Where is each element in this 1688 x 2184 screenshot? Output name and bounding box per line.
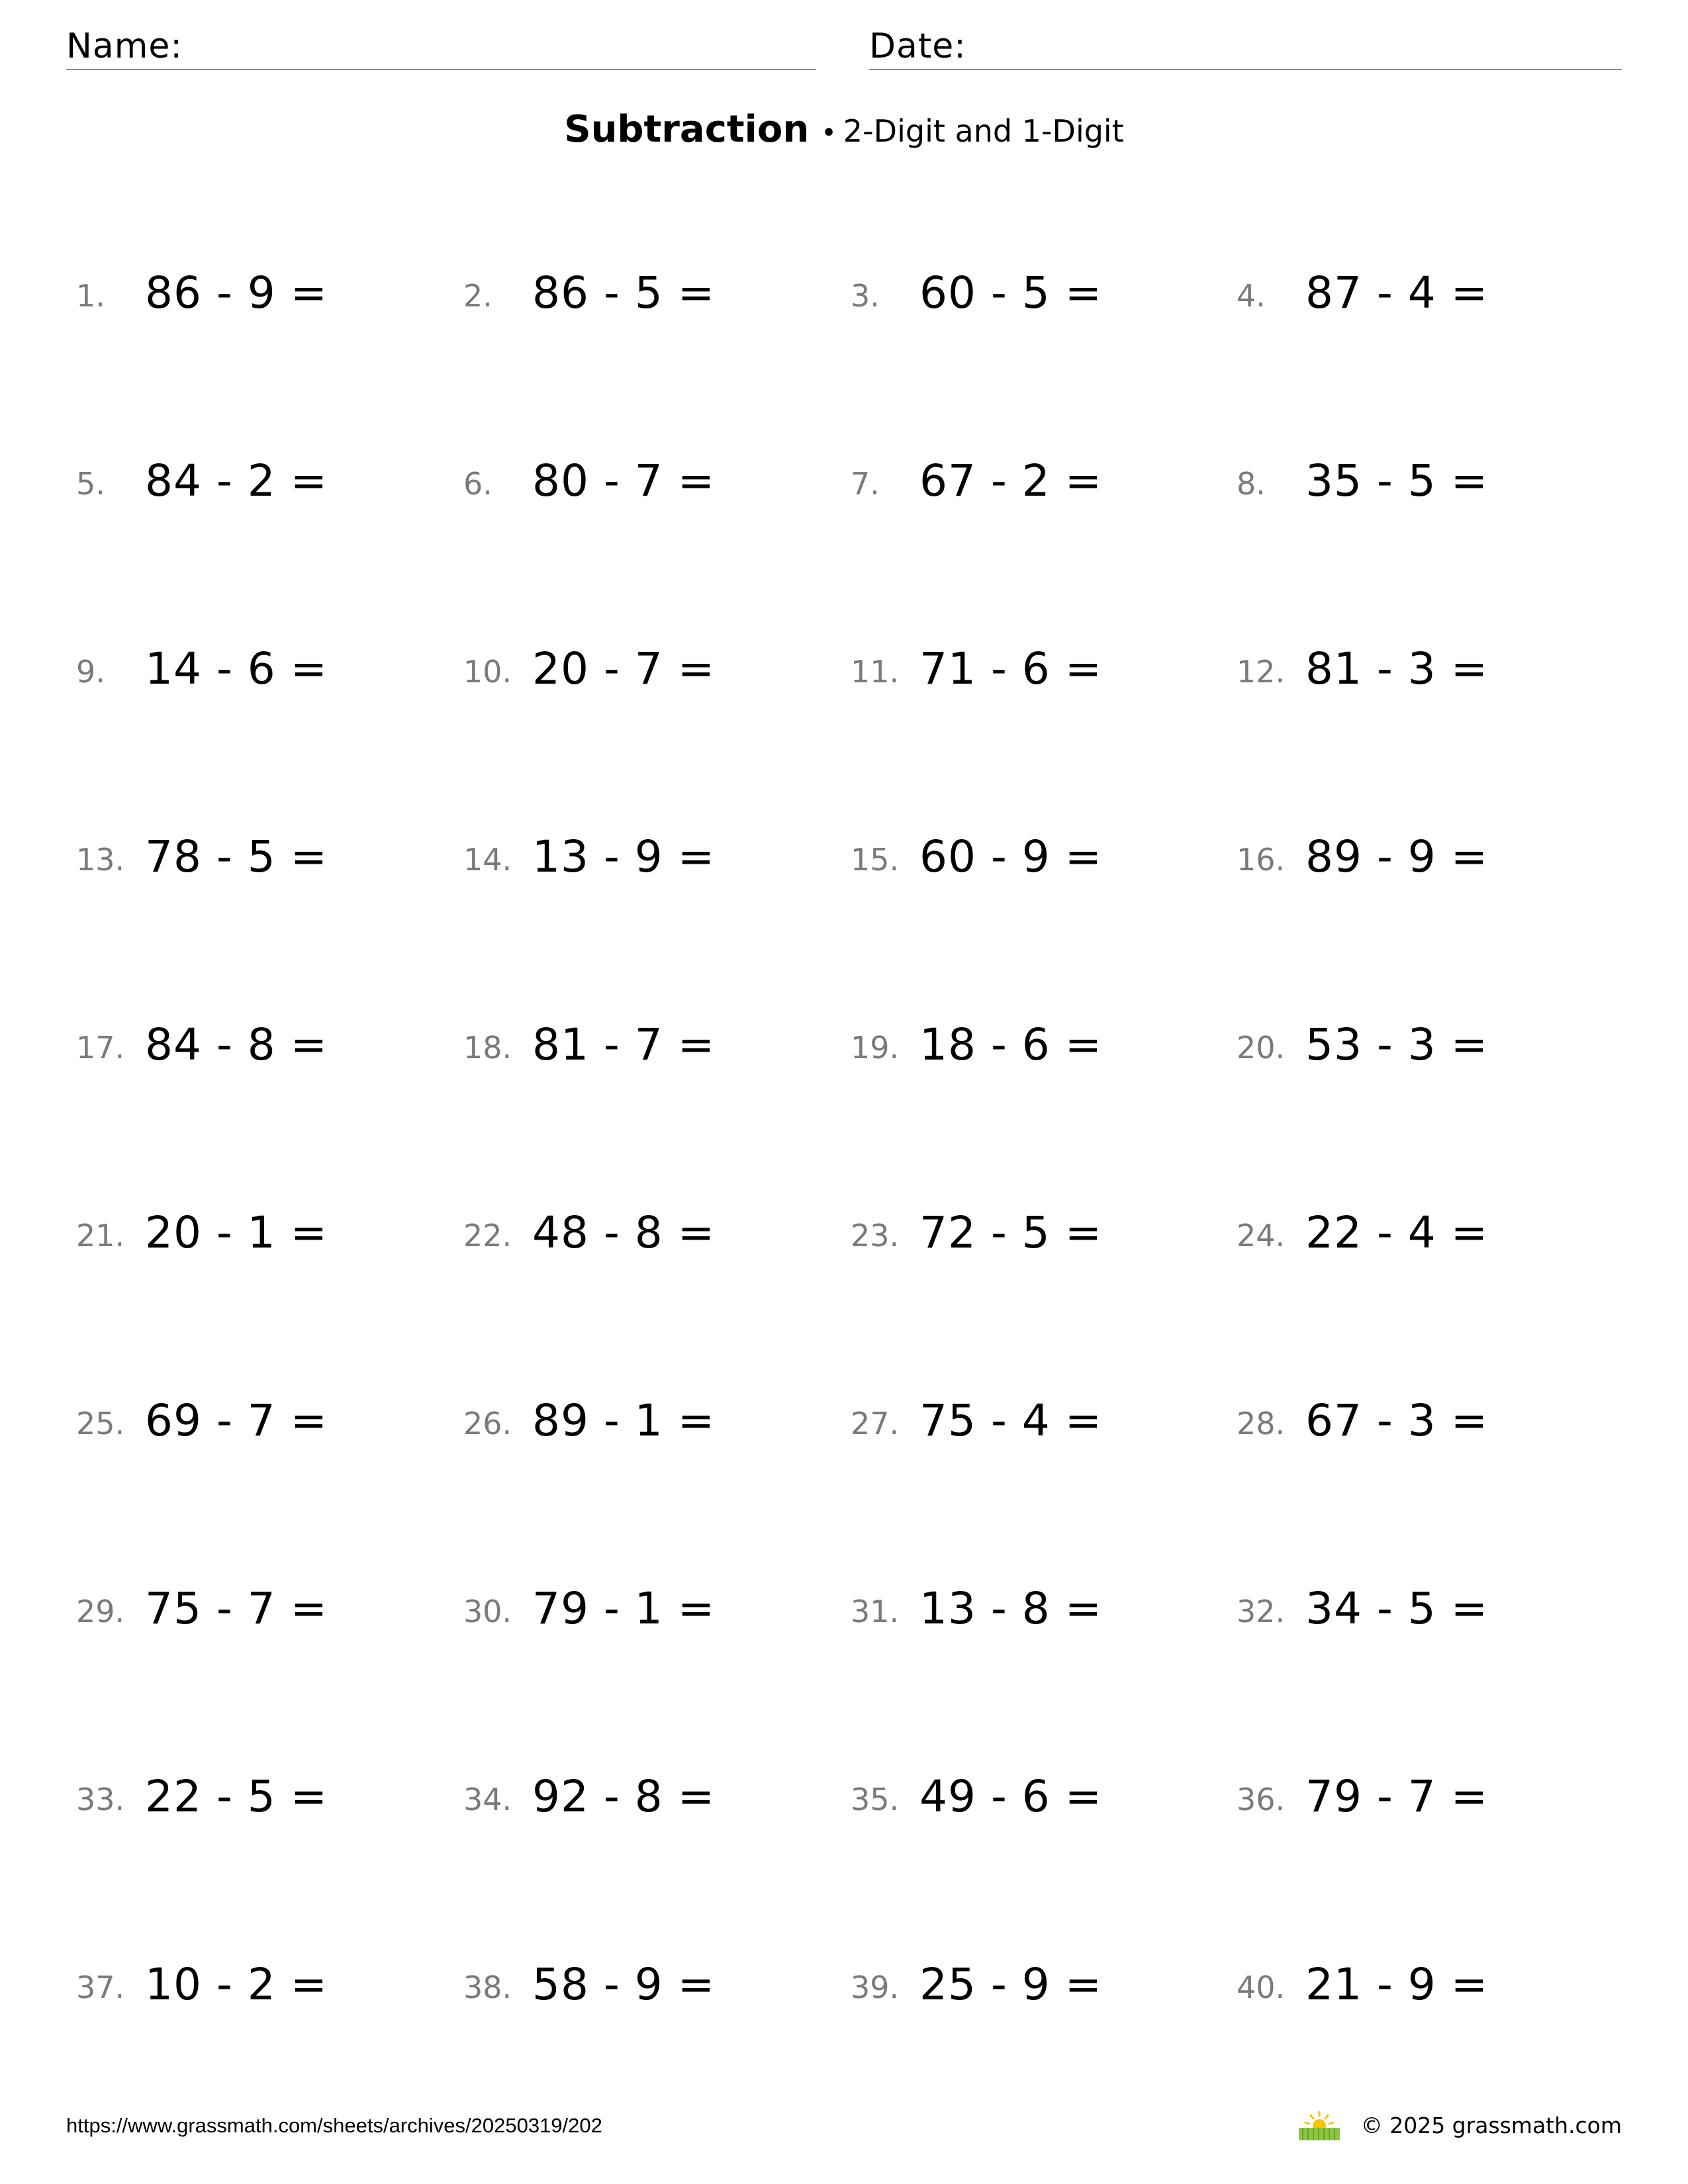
problem-item [1237, 1003, 1607, 1083]
problem-expression: 10 - 2 = [145, 1959, 328, 2010]
problem-expression: 49 - 6 = [919, 1771, 1103, 1822]
problem-number: 36. [1237, 1782, 1286, 1817]
problem-item [463, 1191, 834, 1271]
problem-number: 35. [851, 1782, 900, 1817]
problem-number: 27. [851, 1406, 900, 1441]
problem-item [851, 1379, 1221, 1459]
problem-expression: 22 - 4 = [1305, 1207, 1489, 1258]
problem-number: 22. [463, 1218, 512, 1253]
problem-expression: 35 - 5 = [1305, 455, 1489, 506]
problem-expression: 72 - 5 = [919, 1207, 1103, 1258]
problem-item [463, 251, 834, 331]
problem-expression: 20 - 1 = [145, 1207, 328, 1258]
problem-expression: 18 - 6 = [919, 1019, 1103, 1070]
problem-item [463, 439, 834, 519]
name-label: Name: [66, 26, 183, 66]
problem-item [76, 815, 447, 895]
problem-expression: 13 - 8 = [919, 1583, 1103, 1634]
problem-number: 25. [76, 1406, 125, 1441]
problem-expression: 89 - 1 = [532, 1395, 716, 1446]
problem-number: 21. [76, 1218, 125, 1253]
problem-item [1237, 1191, 1607, 1271]
problem-number: 34. [463, 1782, 512, 1817]
problem-number: 33. [76, 1782, 125, 1817]
title-subtitle: 2-Digit and 1-Digit [843, 113, 1124, 149]
problem-expression: 81 - 7 = [532, 1019, 716, 1070]
problem-number: 20. [1237, 1030, 1286, 1066]
problem-item [851, 1755, 1221, 1835]
problem-item [463, 627, 834, 707]
problem-item [463, 815, 834, 895]
problem-expression: 25 - 9 = [919, 1959, 1103, 2010]
problem-item [851, 1567, 1221, 1647]
problem-expression: 75 - 7 = [145, 1583, 328, 1634]
problem-item [851, 251, 1221, 331]
problem-number: 1. [76, 278, 105, 314]
problem-number: 8. [1237, 466, 1266, 502]
problem-expression: 84 - 8 = [145, 1019, 328, 1070]
problem-number: 18. [463, 1030, 512, 1066]
title-separator: • [821, 118, 837, 148]
problem-expression: 67 - 3 = [1305, 1395, 1489, 1446]
problem-expression: 48 - 8 = [532, 1207, 716, 1258]
problem-expression: 79 - 7 = [1305, 1771, 1489, 1822]
problem-expression: 53 - 3 = [1305, 1019, 1489, 1070]
problem-item [1237, 627, 1607, 707]
problem-item [463, 1755, 834, 1835]
problem-expression: 13 - 9 = [532, 831, 716, 882]
grass-sun-logo-icon [1296, 2110, 1342, 2142]
problem-number: 14. [463, 842, 512, 878]
problem-item [76, 1943, 447, 2023]
problem-number: 6. [463, 466, 492, 502]
problem-number: 17. [76, 1030, 125, 1066]
problem-expression: 81 - 3 = [1305, 643, 1489, 694]
problem-item [1237, 1943, 1607, 2023]
problem-number: 7. [851, 466, 880, 502]
problem-expression: 60 - 5 = [919, 267, 1103, 318]
problem-number: 4. [1237, 278, 1266, 314]
problem-number: 23. [851, 1218, 900, 1253]
problem-number: 32. [1237, 1594, 1286, 1629]
problem-number: 11. [851, 654, 900, 690]
problem-number: 19. [851, 1030, 900, 1066]
problem-item [76, 627, 447, 707]
problem-item [76, 439, 447, 519]
problem-expression: 78 - 5 = [145, 831, 328, 882]
problem-number: 5. [76, 466, 105, 502]
problem-number: 24. [1237, 1218, 1286, 1253]
footer-copyright: © 2025 grassmath.com [1360, 2113, 1622, 2138]
problem-expression: 71 - 6 = [919, 643, 1103, 694]
problem-item [1237, 815, 1607, 895]
problem-number: 39. [851, 1970, 900, 2005]
problem-number: 15. [851, 842, 900, 878]
problem-item [851, 1943, 1221, 2023]
problem-expression: 20 - 7 = [532, 643, 716, 694]
problem-number: 9. [76, 654, 105, 690]
problem-number: 10. [463, 654, 512, 690]
problem-expression: 92 - 8 = [532, 1771, 716, 1822]
problem-expression: 89 - 9 = [1305, 831, 1489, 882]
problem-number: 38. [463, 1970, 512, 2005]
problem-item [1237, 439, 1607, 519]
problem-expression: 86 - 9 = [145, 267, 328, 318]
problem-expression: 69 - 7 = [145, 1395, 328, 1446]
problem-expression: 79 - 1 = [532, 1583, 716, 1634]
date-label: Date: [869, 26, 966, 66]
problem-number: 29. [76, 1594, 125, 1629]
problem-number: 16. [1237, 842, 1286, 878]
problem-expression: 86 - 5 = [532, 267, 716, 318]
problem-item [851, 1191, 1221, 1271]
problem-item [463, 1379, 834, 1459]
problem-expression: 67 - 2 = [919, 455, 1103, 506]
problem-item [76, 1003, 447, 1083]
problem-expression: 75 - 4 = [919, 1395, 1103, 1446]
problem-item [1237, 1379, 1607, 1459]
problem-item [76, 1379, 447, 1459]
problem-number: 31. [851, 1594, 900, 1629]
problem-expression: 58 - 9 = [532, 1959, 716, 2010]
problem-expression: 22 - 5 = [145, 1771, 328, 1822]
problem-expression: 87 - 4 = [1305, 267, 1489, 318]
problem-expression: 84 - 2 = [145, 455, 328, 506]
footer-branding [1296, 2109, 1622, 2143]
problem-number: 12. [1237, 654, 1286, 690]
problem-item [76, 1567, 447, 1647]
problem-number: 26. [463, 1406, 512, 1441]
problem-number: 37. [76, 1970, 125, 2005]
problem-item [76, 1191, 447, 1271]
problem-item [76, 1755, 447, 1835]
problem-expression: 14 - 6 = [145, 643, 328, 694]
problem-number: 13. [76, 842, 125, 878]
problem-item [851, 439, 1221, 519]
problem-number: 3. [851, 278, 880, 314]
problem-expression: 60 - 9 = [919, 831, 1103, 882]
problem-number: 2. [463, 278, 492, 314]
title-main: Subtraction [564, 108, 810, 151]
problem-number: 40. [1237, 1970, 1286, 2005]
problem-item [463, 1943, 834, 2023]
problem-item [463, 1567, 834, 1647]
problem-item [851, 815, 1221, 895]
problem-item [851, 1003, 1221, 1083]
problem-item [1237, 1567, 1607, 1647]
problem-number: 28. [1237, 1406, 1286, 1441]
footer-url: https://www.grassmath.com/sheets/archives/20250319/202 [66, 2114, 602, 2137]
problem-expression: 80 - 7 = [532, 455, 716, 506]
problem-item [851, 627, 1221, 707]
problem-expression: 34 - 5 = [1305, 1583, 1489, 1634]
problem-item [1237, 1755, 1607, 1835]
problem-item [463, 1003, 834, 1083]
problem-number: 30. [463, 1594, 512, 1629]
problem-expression: 21 - 9 = [1305, 1959, 1489, 2010]
problem-item [1237, 251, 1607, 331]
problem-item [76, 251, 447, 331]
